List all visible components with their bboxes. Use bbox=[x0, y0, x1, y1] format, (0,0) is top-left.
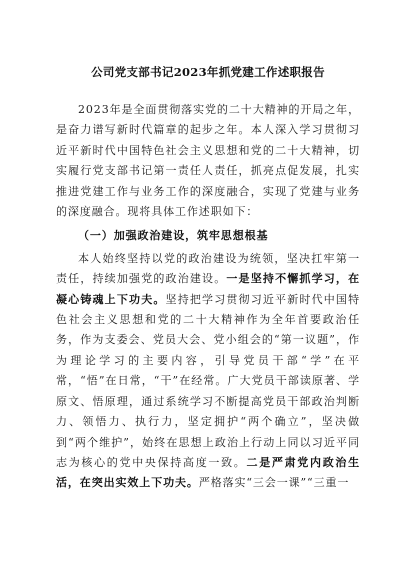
intro-paragraph: 2023年是全面贯彻落实党的二十大精神的开局之年，是奋力谱写新时代篇章的起步之年。本人深入学习贯彻习近平新时代中国特色社会主义思想和党的二十大精神，切实履行党支部书记第一责任人责任，抓亮点促发展，扎实推进党建工作与业务工作的深度融合，实现了党建与业务的深度融合。现将具体工作述职如下： bbox=[56, 103, 360, 219]
paragraph-text: 本人始终坚持以党的政治建设为统领，坚决扛牢第一责任，持续加强党的政治建设。 bbox=[56, 251, 360, 286]
document-title: 公司党支部书记2023年抓党建工作述职报告 bbox=[91, 65, 325, 79]
emphasis-text: 一是坚持不懈抓学习，在凝心铸魂上下功夫。 bbox=[56, 272, 360, 306]
paragraph-text: 坚持把学习贯彻习近平新时代中国特色社会主义思想和党的二十大精神作为全年首要政治任务，作为支委会、党员大会、党小组会的“第一议题”，作为理论学习的主要内容，引导党员干部“学”在平常，“悟”在日常，“干”在经常。广大党员干部读原著、学原文、悟原理，通过系统学习不断提高党员干部政治判断力、领悟力、执行力，坚定拥护“两个确立”，坚决做到“两个维护”，始终在思想上政治上行动上同以习近平同志为核心的党中央保持高度一致。 bbox=[56, 292, 360, 469]
section-paragraph bbox=[56, 249, 360, 494]
section-heading: （一）加强政治建设，筑牢思想根基 bbox=[78, 229, 269, 243]
paragraph-text: 严格落实“三会一课”“三重一 bbox=[198, 476, 350, 490]
emphasis-text: 二是严肃党内政治生活，在突出实效上下功夫。 bbox=[56, 455, 360, 490]
